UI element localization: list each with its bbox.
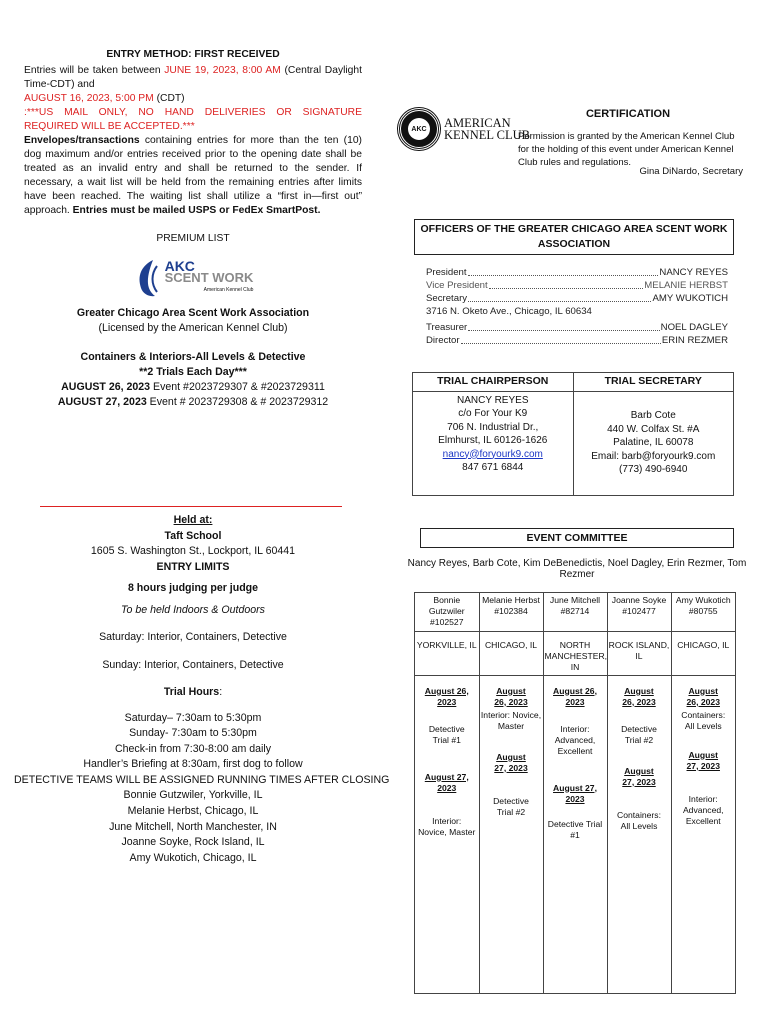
venue-address: 1605 S. Washington St., Lockport, IL 60441 xyxy=(90,545,296,557)
mail-notice: :***US MAIL ONLY, NO HAND DELIVERIES OR SIGNATURE REQUIRED WILL BE ACCEPTED.*** xyxy=(24,107,362,132)
indoors-note: To be held Indoors & Outdoors xyxy=(121,603,265,616)
akc-name-line2: KENNEL CLUB xyxy=(444,128,530,142)
schedule-line: Joanne Soyke, Rock Island, IL xyxy=(121,836,265,849)
secretary-address: 3716 N. Oketo Ave., Chicago, IL 60634 xyxy=(426,306,592,317)
judge-assignment: August 26, 2023 Detective Trial #1 August 27, 2023 Interior: Novice, Master xyxy=(415,675,479,993)
entry-limits-label: ENTRY LIMITS xyxy=(156,560,230,573)
venue-name: Taft School xyxy=(164,529,222,542)
judge-assignment-row xyxy=(415,675,735,993)
akc-seal-icon: AKC xyxy=(398,108,440,150)
trials-line: **2 Trials Each Day*** xyxy=(139,366,247,378)
left-column xyxy=(24,48,362,410)
logo-akc-text: AKC xyxy=(164,258,195,274)
event2-line: AUGUST 27, 2023 Event # 2023729308 & # 2023729312 xyxy=(57,396,329,408)
schedule-line: Bonnie Gutzwiler, Yorkville, IL xyxy=(123,789,263,802)
licensed-note: (Licensed by the American Kennel Club) xyxy=(98,322,288,334)
saturday-classes: Saturday: Interior, Containers, Detective xyxy=(99,631,287,643)
certification-block xyxy=(398,100,753,178)
akc-logo xyxy=(398,108,530,150)
held-at-label: Held at: xyxy=(173,514,213,526)
schedule-line: Melanie Herbst, Chicago, IL xyxy=(127,805,259,818)
judge-assignment: August 26, 2023 Interior: Advanced, Excellent August 27, 2023 Detective Trial #1 xyxy=(543,675,607,993)
officer-row: Director ERIN REZMER xyxy=(426,335,728,346)
event-info xyxy=(24,306,362,410)
certification-title: CERTIFICATION xyxy=(585,108,671,120)
scent-work-mark-icon xyxy=(133,258,163,298)
officer-row: President NANCY REYES xyxy=(426,267,728,278)
schedule-line: June Mitchell, North Manchester, IN xyxy=(109,820,277,833)
red-divider xyxy=(40,506,342,507)
certification-signer: Gina DiNardo, Secretary xyxy=(639,166,743,177)
entry-dates: Entries will be taken between JUNE 19, 2023, 8:00 AM (Central Daylight Time-CDT) and AUGUST 16, 2023, 5:00 PM (CDT) xyxy=(24,65,362,104)
judge-assignment: August 26, 2023 Containers: All Levels August 27, 2023 Interior: Advanced, Excellent xyxy=(671,675,735,993)
entry-method-heading: ENTRY METHOD: FIRST RECEIVED xyxy=(106,49,280,60)
schedule-line: Saturday– 7:30am to 5:30pm xyxy=(124,711,262,724)
officer-row: Treasurer NOEL DAGLEY xyxy=(426,322,728,333)
certification-text: Permission is granted by the American Kennel Club for the holding of this event under American Kennel Club rules and regulations. xyxy=(518,131,735,168)
officer-row: Secretary AMY WUKOTICH xyxy=(426,293,728,304)
trial-chair-title: TRIAL CHAIRPERSON xyxy=(413,373,574,392)
sunday-classes: Sunday: Interior, Containers, Detective xyxy=(102,658,284,671)
classes-line: Containers & Interiors-All Levels & Detective xyxy=(80,351,306,363)
logo-scent-work-text: SCENT WORK xyxy=(164,270,254,285)
event-committee-members: Nancy Reyes, Barb Cote, Kim DeBenedictis, Noel Dagley, Erin Rezmer, Tom Rezmer xyxy=(407,558,747,580)
schedule-line: Amy Wukotich, Chicago, IL xyxy=(129,851,257,864)
judging-hours: 8 hours judging per judge xyxy=(127,582,259,594)
judge-assignment: August 26, 2023 Detective Trial #2 August 27, 2023 Containers: All Levels xyxy=(607,675,671,993)
akc-name-line1: AMERICAN xyxy=(444,116,511,130)
judge-assignment: August 26, 2023 Interior: Novice, Master August 27, 2023 Detective Trial #2 xyxy=(479,675,543,993)
venue-section xyxy=(14,513,390,866)
trial-hours-heading: Trial Hours: xyxy=(163,686,223,698)
schedule-line: Sunday- 7:30am to 5:30pm xyxy=(129,727,257,740)
judges-table xyxy=(414,592,736,994)
trial-chair-email-link[interactable]: nancy@foryourk9.com xyxy=(442,448,543,460)
judge-city-row: YORKVILLE, IL CHICAGO, IL NORTH MANCHESTER, IN ROCK ISLAND, IL CHICAGO, IL xyxy=(415,631,735,675)
premium-list-title: PREMIUM LIST xyxy=(156,233,230,244)
trial-chair-details: NANCY REYES c/o For Your K9 706 N. Industrial Dr., Elmhurst, IL 60126-1626 nancy@foryourk9.com 847 671 6844 xyxy=(413,391,574,495)
officer-row: Vice President MELANIE HERBST xyxy=(426,280,728,291)
trial-officials xyxy=(412,372,734,496)
event-committee-title: EVENT COMMITTEE xyxy=(420,528,734,548)
akc-scent-work-logo xyxy=(24,258,362,298)
schedule-line: DETECTIVE TEAMS WILL BE ASSIGNED RUNNING TIMES AFTER CLOSING xyxy=(14,773,390,786)
event1-line: AUGUST 26, 2023 Event #2023729307 & #2023729311 xyxy=(61,381,325,393)
schedule-list xyxy=(14,711,390,867)
officers-title-box: OFFICERS OF THE GREATER CHICAGO AREA SCENT WORK ASSOCIATION xyxy=(414,219,734,255)
org-name: Greater Chicago Area Scent Work Association xyxy=(76,307,310,319)
trial-secretary-details: Barb Cote 440 W. Colfax St. #A Palatine, IL 60078 Email: barb@foryourk9.com (773) 490-6940 xyxy=(573,391,734,495)
envelopes-paragraph: Envelopes/transactions containing entries for more than the ten (10) dog maximum and/or entries received prior to the opening date shall be treated as an invalid entry and shall be returned to the sender. If necessary, a wait list will be held from the remaining entries after limits have been reached. The waiting list shall utilize a “first in—first out” approach. Entries must be mailed USPS or FedEx SmartPost. xyxy=(24,135,362,216)
logo-akc-small-text: American Kennel Club xyxy=(203,287,254,293)
trial-secretary-title: TRIAL SECRETARY xyxy=(573,373,734,392)
schedule-line: Handler’s Briefing at 8:30am, first dog to follow xyxy=(83,758,303,771)
schedule-line: Check-in from 7:30-8:00 am daily xyxy=(114,742,272,755)
officers-list xyxy=(426,266,728,347)
judge-name-row: Bonnie Gutzwiler #102527 Melanie Herbst #102384 June Mitchell #82714 Joanne Soyke #102477 Amy Wukotich #80755 xyxy=(415,593,735,631)
